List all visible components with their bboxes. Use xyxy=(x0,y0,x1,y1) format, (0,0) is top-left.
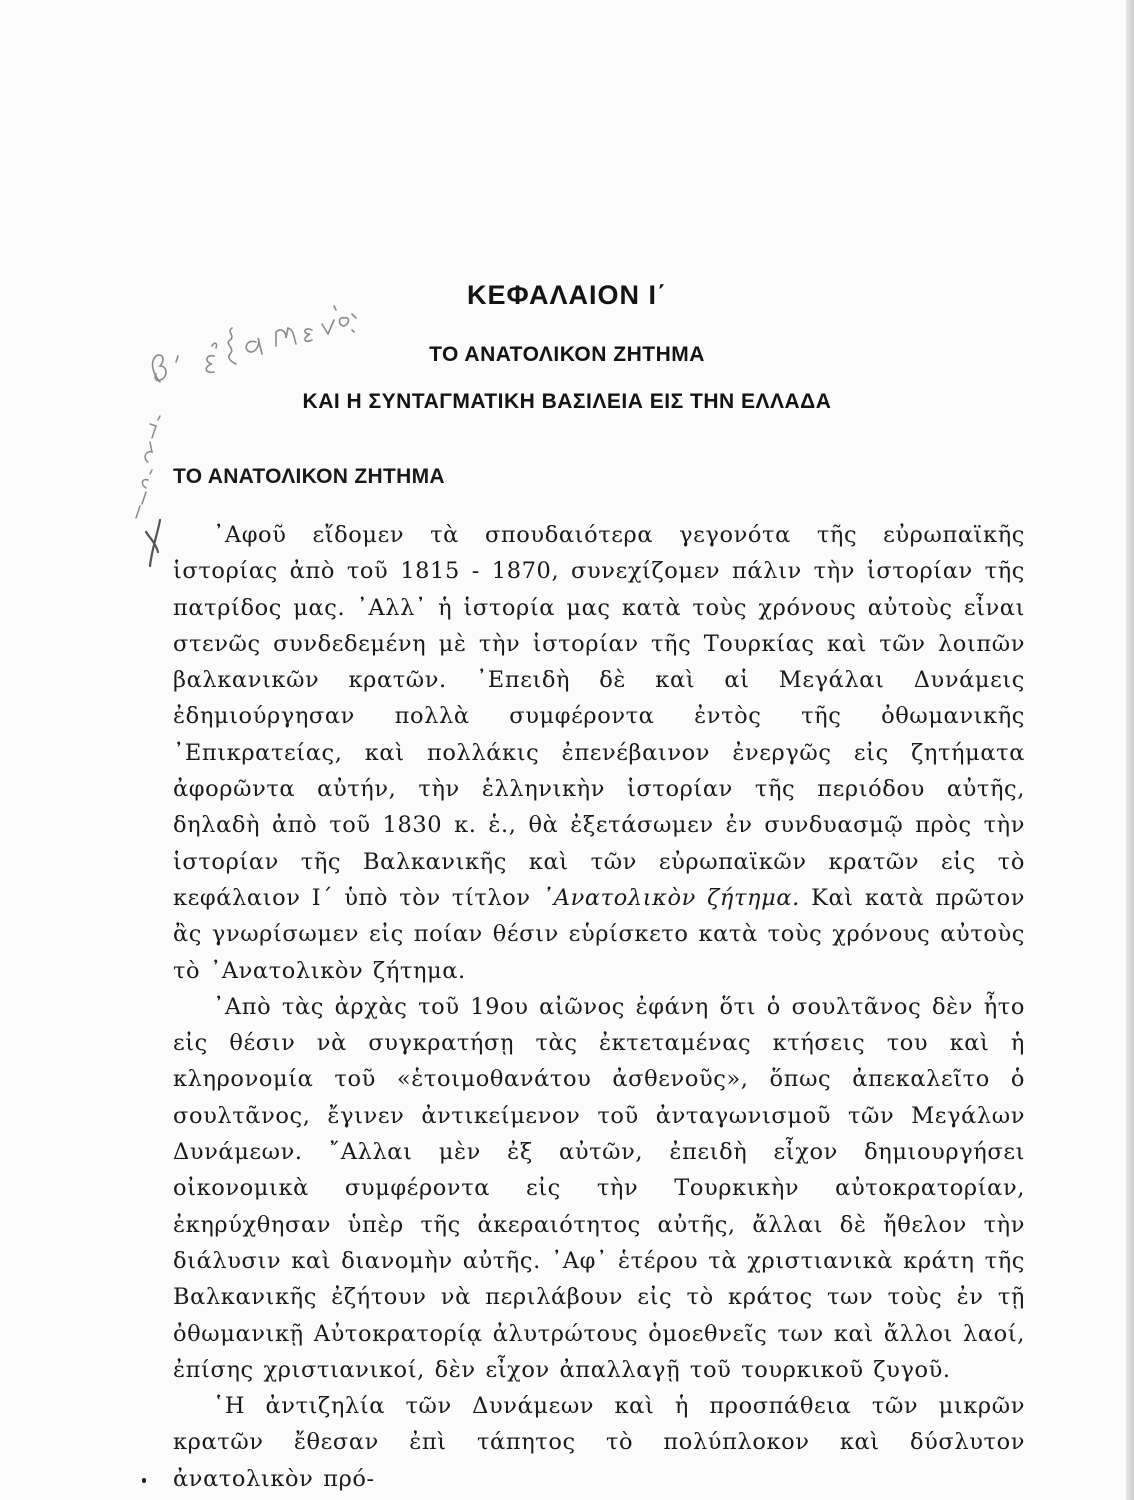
paragraph-1-italic-title: ᾿Ανατολικὸν ζήτημα. xyxy=(541,884,800,911)
chapter-subtitle-line2: ΚΑΙ Η ΣΥΝΤΑΓΜΑΤΙΚΗ ΒΑΣΙΛΕΙΑ ΕΙΣ ΤΗΝ ΕΛΛΑΔΑ xyxy=(302,390,832,413)
chapter-title: ΚΕΦΑΛΑΙΟΝ Ι΄ xyxy=(467,280,667,310)
paragraph-3: ῾Η ἀντιζηλία τῶν Δυνάμεων καὶ ἡ προσπάθεια τῶν μικρῶν κρατῶν ἔθεσαν ἐπὶ τάπητος τὸ πολύπλοκον καὶ δύσλυτον ἀνατολικὸν πρό- xyxy=(173,1393,1025,1492)
chapter-subtitle-line1: ΤΟ ΑΝΑΤΟΛΙΚΟΝ ΖΗΤΗΜΑ xyxy=(429,343,705,366)
body-text xyxy=(173,517,1025,1497)
page-speck xyxy=(142,1478,146,1483)
handwritten-note-date xyxy=(136,416,160,518)
paragraph-1-tail: Καὶ κατὰ πρῶτον ἂς γνωρίσωμεν εἰς ποίαν θέσιν εὑρίσκετο κατὰ τοὺς χρόνους αὐτοὺς τὸ ᾿Ανατολικὸν ζήτημα. xyxy=(173,884,1025,984)
paragraph-2: ᾿Απὸ τὰς ἀρχὰς τοῦ 19ου αἰῶνος ἐφάνη ὅτι ὁ σουλτᾶνος δὲν ἦτο εἰς θέσιν νὰ συγκρατήσῃ τὰς ἐκτεταμένας κτήσεις του καὶ ἡ κληρονομία τοῦ «ἑτοιμοθανάτου ἀσθενοῦς», ὅπως ἀπεκαλεῖτο ὁ σουλτᾶνος, ἔγινεν ἀντικείμενον τοῦ ἀνταγωνισμοῦ τῶν Μεγάλων Δυνάμεων. ῎Αλλαι μὲν ἐξ αὐτῶν, ἐπειδὴ εἶχον δημιουργήσει οἰκονομικὰ συμφέροντα εἰς τὴν Τουρκικὴν αὐτοκρατορίαν, ἐκηρύχθησαν ὑπὲρ τῆς ἀκεραιότητος αὐτῆς, ἄλλαι δὲ ἤθελον τὴν διάλυσιν καὶ διανομὴν αὐτῆς. ᾿Αφ᾿ ἑτέρου τὰ χριστιανικὰ κράτη τῆς Βαλκανικῆς ἐζήτουν νὰ περιλάβουν εἰς τὸ κράτος των τοὺς ἐν τῇ ὀθωμανικῇ Αὐτοκρατορίᾳ ἀλυτρώτους ὁμοεθνεῖς των καὶ ἄλλοι λαοί, ἐπίσης χριστιανικοί, δὲν εἶχον ἀπαλλαγῇ τοῦ τουρκικοῦ ζυγοῦ. xyxy=(173,993,1025,1383)
paragraph-1 xyxy=(173,517,1025,989)
paragraph-1-text: ᾿Αφοῦ εἴδομεν τὰ σπουδαιότερα γεγονότα τῆς εὐρωπαϊκῆς ἱστορίας ἀπὸ τοῦ 1815 - 1870, συνεχίζομεν πάλιν τὴν ἱστορίαν τῆς πατρίδος μας. ᾿Αλλ᾿ ἡ ἱστορία μας κατὰ τοὺς χρόνους αὐτοὺς εἶναι στενῶς συνδεδεμένη μὲ τὴν ἱστορίαν τῆς Τουρκίας καὶ τῶν λοιπῶν βαλκανικῶν κρατῶν. ᾿Επειδὴ δὲ καὶ αἱ Μεγάλαι Δυνάμεις ἐδημιούργησαν πολλὰ συμφέροντα ἐντὸς τῆς ὀθωμανικῆς ᾿Επικρατείας, καὶ πολλάκις ἐπενέβαινον ἐνεργῶς εἰς ζητήματα ἀφορῶντα αὐτήν, τὴν ἑλληνικὴν ἱστορίαν τῆς περιόδου αὐτῆς, δηλαδὴ ἀπὸ τοῦ 1830 κ. ἑ., θὰ ἐξετάσωμεν ἐν συνδυασμῷ πρὸς τὴν ἱστορίαν τῆς Βαλκανικῆς καὶ τῶν εὐρωπαϊκῶν κρατῶν εἰς τὸ κεφάλαιον Ι΄ ὑπὸ τὸν τίτλον xyxy=(173,522,1025,911)
handwritten-check-mark xyxy=(146,520,160,566)
section-heading: ΤΟ ΑΝΑΤΟΛΙΚΟΝ ΖΗΤΗΜΑ xyxy=(173,465,445,488)
page-edge-shadow xyxy=(1126,0,1134,1500)
